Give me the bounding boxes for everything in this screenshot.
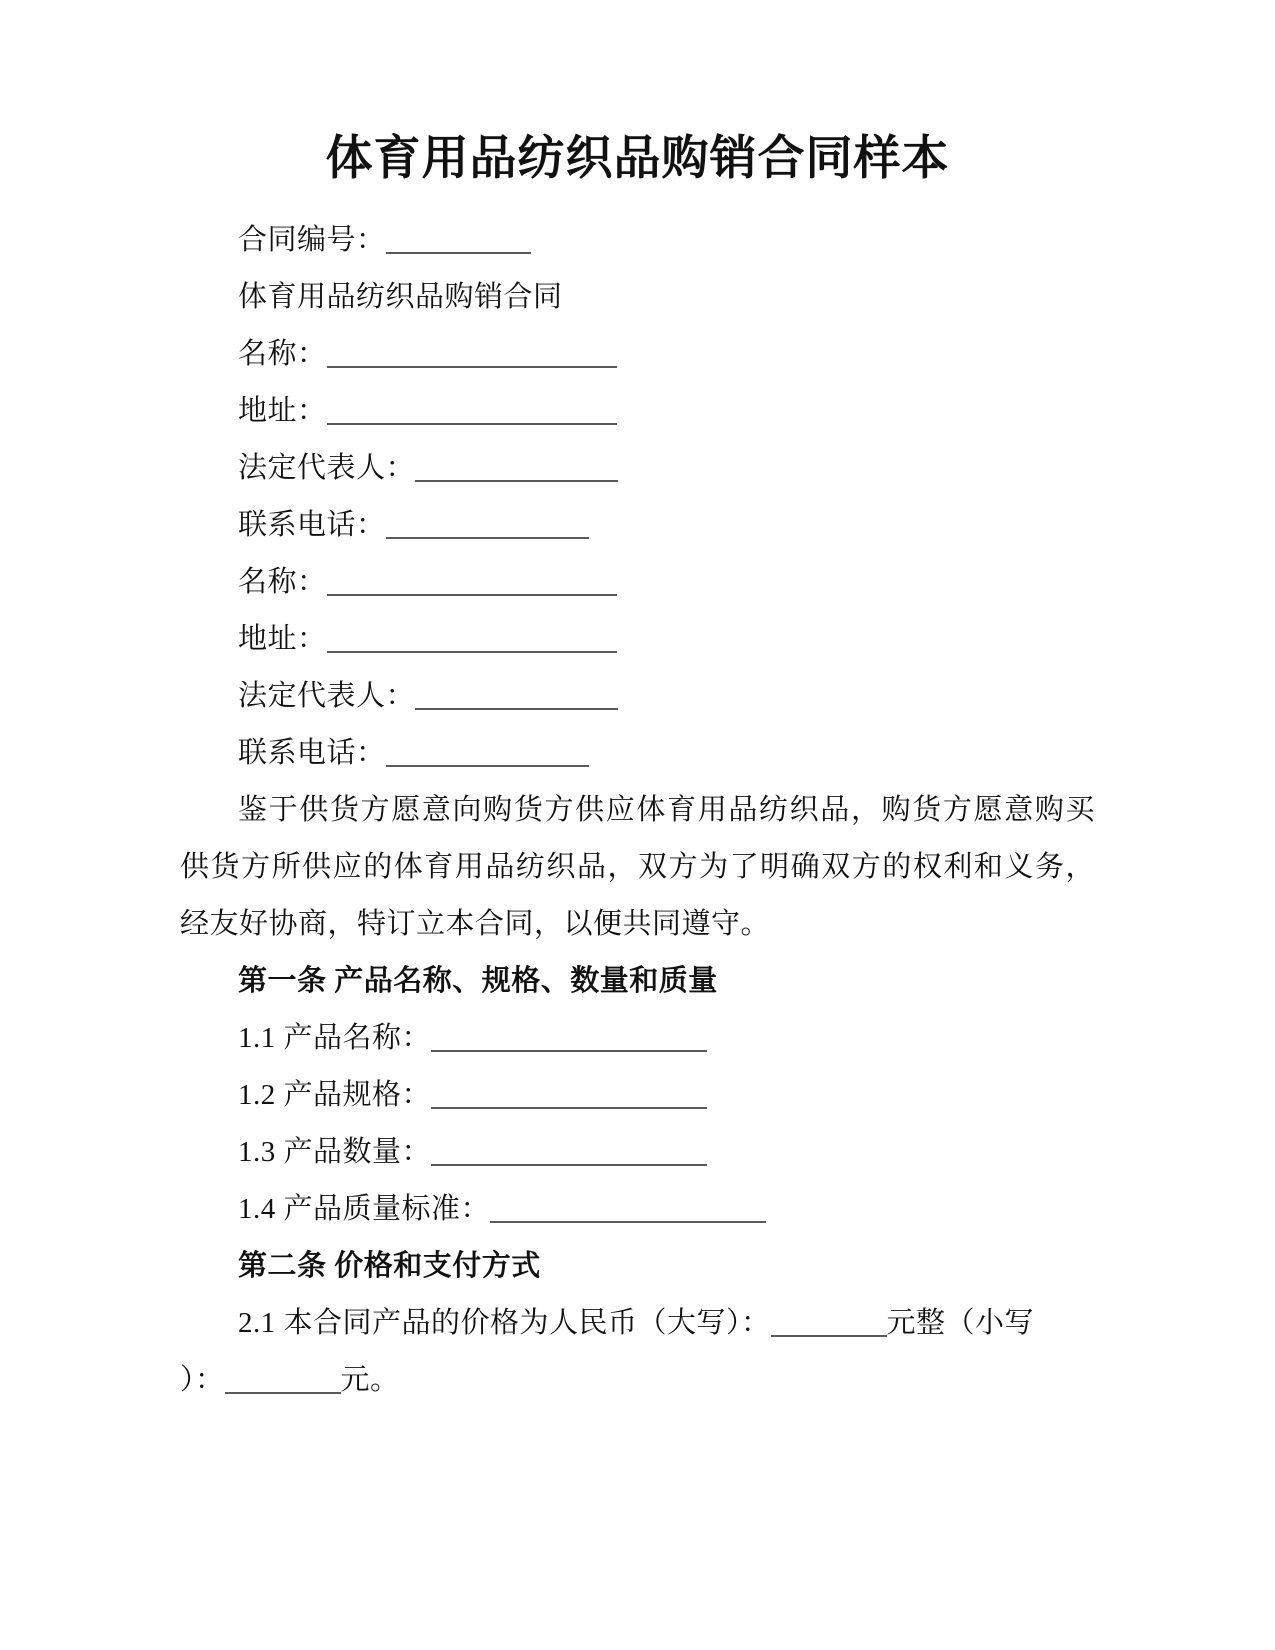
section-heading <box>180 1238 1095 1295</box>
contract-line <box>180 1181 1095 1238</box>
section-heading <box>180 953 1095 1010</box>
line-text: 2.1 本合同产品的价格为人民币（大写）： <box>238 1307 771 1339</box>
line-text: 经友好协商，特订立本合同，以便共同遵守。 <box>180 908 771 940</box>
contract-body <box>180 212 1095 1409</box>
line-text: 名称： <box>238 338 327 370</box>
line-text: 法定代表人： <box>238 680 416 712</box>
fill-in-blank <box>415 679 618 710</box>
line-text: 联系电话： <box>238 509 386 541</box>
line-text: 体育用品纺织品购销合同 <box>238 281 563 313</box>
line-text: 供货方所供应的体育用品纺织品，双方为了明确双方的权利和义务， <box>180 851 1095 883</box>
contract-line <box>180 611 1095 668</box>
fill-in-blank <box>431 1078 707 1109</box>
line-text: 第一条 产品名称、规格、数量和质量 <box>238 965 718 997</box>
line-text: ）： <box>180 1364 225 1396</box>
line-text: 联系电话： <box>238 737 386 769</box>
contract-line <box>180 839 1095 896</box>
fill-in-blank <box>490 1192 766 1223</box>
line-text: 1.3 产品数量： <box>238 1136 432 1168</box>
line-text: 名称： <box>238 566 327 598</box>
fill-in-blank <box>327 565 617 596</box>
line-text: 合同编号： <box>238 224 386 256</box>
contract-line <box>180 212 1095 269</box>
contract-line <box>180 440 1095 497</box>
contract-line <box>180 1067 1095 1124</box>
contract-line <box>180 1352 1095 1409</box>
line-text: 法定代表人： <box>238 452 416 484</box>
contract-line <box>180 668 1095 725</box>
fill-in-blank <box>431 1021 707 1052</box>
line-text: 1.1 产品名称： <box>238 1022 432 1054</box>
contract-line <box>180 1124 1095 1181</box>
line-text: 元整（小写 <box>886 1307 1035 1339</box>
fill-in-blank <box>225 1363 341 1394</box>
contract-line <box>180 725 1095 782</box>
contract-line <box>180 497 1095 554</box>
line-text: 元。 <box>340 1364 400 1396</box>
line-text: 1.2 产品规格： <box>238 1079 432 1111</box>
line-text: 鉴于供货方愿意向购货方供应体育用品纺织品，购货方愿意购买 <box>238 794 1095 826</box>
contract-line <box>180 896 1095 953</box>
contract-line <box>180 782 1095 839</box>
fill-in-blank <box>386 736 589 767</box>
fill-in-blank <box>415 451 618 482</box>
line-text: 第二条 价格和支付方式 <box>238 1250 541 1282</box>
fill-in-blank <box>431 1135 707 1166</box>
contract-line <box>180 1010 1095 1067</box>
fill-in-blank <box>327 394 617 425</box>
fill-in-blank <box>771 1306 887 1337</box>
line-text: 地址： <box>238 623 327 655</box>
fill-in-blank <box>327 622 617 653</box>
fill-in-blank <box>327 337 617 368</box>
line-text: 1.4 产品质量标准： <box>238 1193 491 1225</box>
line-text: 地址： <box>238 395 327 427</box>
contract-line <box>180 1295 1095 1352</box>
fill-in-blank <box>386 508 589 539</box>
contract-line <box>180 269 1095 326</box>
contract-line <box>180 554 1095 611</box>
contract-line <box>180 383 1095 440</box>
document-title: 体育用品纺织品购销合同样本 <box>325 133 950 185</box>
fill-in-blank <box>386 223 531 254</box>
contract-line <box>180 326 1095 383</box>
